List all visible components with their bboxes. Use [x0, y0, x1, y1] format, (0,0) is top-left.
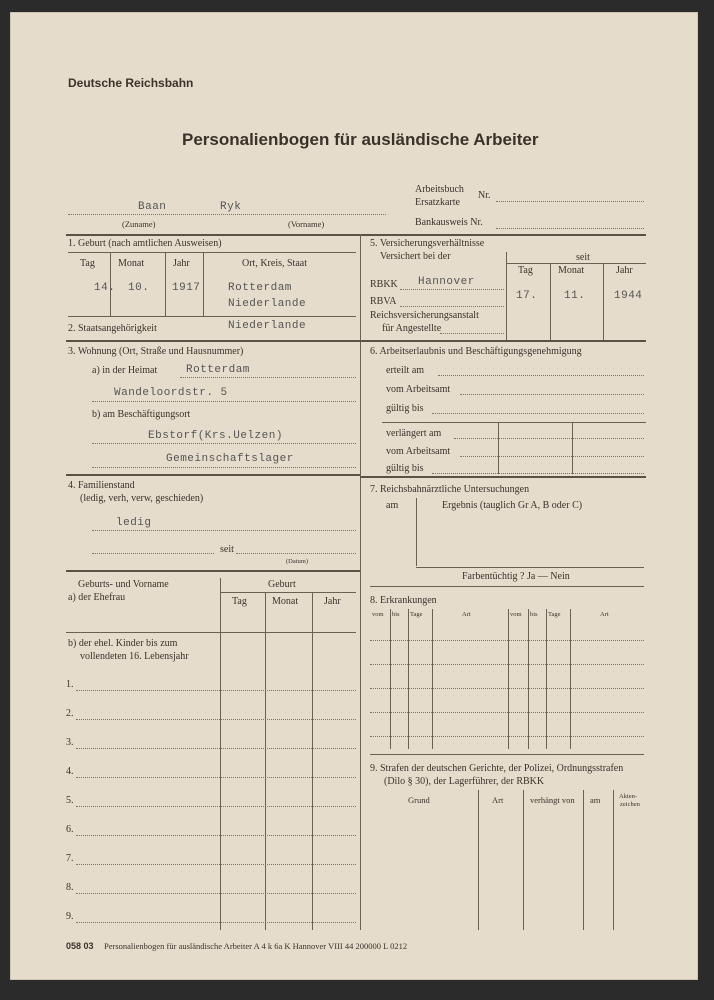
child-row-line [76, 719, 356, 720]
child-row-line [76, 806, 356, 807]
s6-label: 6. Arbeitserlaubnis und Beschäftigungsgenehmigung [370, 346, 582, 357]
s3-b-line1 [92, 443, 356, 444]
spouse-h-geburt: Geburt [268, 579, 296, 590]
s8-row-line [370, 688, 644, 689]
s6-vom-line [460, 394, 644, 395]
s8-col-divider [528, 609, 529, 749]
spouse-h-jahr: Jahr [324, 596, 341, 607]
s8-col-divider [390, 609, 391, 749]
s6-div2 [572, 422, 573, 474]
form-sheet [10, 12, 698, 980]
s2-label: 2. Staatsangehörigkeit [68, 323, 157, 334]
s8-col-divider [432, 609, 433, 749]
s5-rva1: Reichsversicherungsanstalt [370, 310, 479, 321]
s3-beschaeftigung-value: Ebstorf(Krs.Uelzen) [148, 430, 283, 442]
s5-bottom [360, 340, 646, 342]
s8-col-bis: bis [530, 611, 538, 618]
s2-bottom [66, 340, 360, 342]
s7-line [416, 567, 644, 568]
s6-erteilt: erteilt am [386, 365, 425, 376]
s8-bottom [370, 754, 644, 755]
spouse-div3 [312, 592, 313, 930]
child-row-number: 7. [66, 853, 74, 864]
s6-div1 [498, 422, 499, 474]
s8-col-tage: Tage [548, 611, 561, 618]
s5-tag-value: 17. [516, 290, 538, 302]
s6-bottom [360, 476, 646, 478]
s7-farben: Farbentüchtig ? Ja — Nein [462, 571, 570, 582]
name-line [68, 214, 386, 215]
s9-grund: Grund [408, 795, 430, 805]
s4-line1 [92, 530, 356, 531]
s8-col-divider [546, 609, 547, 749]
s9-verhaengt: verhängt von [530, 795, 575, 805]
s9-art: Art [492, 795, 504, 805]
spouse-div1 [220, 578, 221, 930]
child-row-line [76, 835, 356, 836]
s8-col-vom: vom [510, 611, 522, 618]
s8-half-divider [508, 609, 509, 749]
child-row-number: 5. [66, 795, 74, 806]
s3-beschaeftigung-value2: Gemeinschaftslager [166, 453, 294, 465]
surname-label: (Zuname) [122, 219, 156, 229]
top-rule [66, 234, 646, 236]
s5-rbva-line [400, 306, 504, 307]
s5-jahr: Jahr [616, 265, 633, 276]
footer-code: 058 03 [66, 941, 94, 951]
spouse-h-monat: Monat [272, 596, 299, 607]
s6-gueltig2: gültig bis [386, 463, 424, 474]
s5-seit: seit [576, 252, 590, 263]
s5-seit-line [506, 263, 646, 264]
s9-div2 [523, 790, 524, 930]
s1-bottom [68, 316, 356, 317]
s8-row-line [370, 664, 644, 665]
s8-col-divider [570, 609, 571, 749]
s7-ergebnis: Ergebnis (tauglich Gr A, B oder C) [442, 500, 583, 511]
s9-akten2: zeichen [620, 801, 640, 808]
s5-monat: Monat [558, 265, 585, 276]
kinder-label2: vollendeten 16. Lebensjahr [80, 651, 189, 662]
s5-rbva: RBVA [370, 296, 397, 307]
spouse-h-name1: Geburts- und Vorname [78, 579, 169, 590]
center-divider [360, 234, 361, 930]
s8-row-line [370, 712, 644, 713]
s3-heimat-street: Wandeloordstr. 5 [114, 387, 228, 399]
s5-rbkk-value: Hannover [418, 276, 475, 288]
s8-row-line [370, 640, 644, 641]
child-row-line [76, 690, 356, 691]
s9-label1: 9. Strafen der deutschen Gerichte, der Polizei, Ordnungsstrafen [370, 763, 624, 774]
s6-vom2-line [460, 456, 644, 457]
s5-jahr-value: 1944 [614, 290, 643, 302]
s5-rbkk: RBKK [370, 279, 398, 290]
footer-text: Personalienbogen für ausländische Arbeiter A 4 k 6a K Hannover VIII 44 200000 L 0212 [104, 941, 408, 951]
s4-value: ledig [116, 517, 152, 529]
bankausweis-label: Bankausweis Nr. [415, 217, 483, 228]
child-row-line [76, 748, 356, 749]
s1-col-tag: Tag [80, 258, 95, 269]
form-title: Personalienbogen für ausländische Arbeiter [182, 130, 539, 149]
s1-monat-value: 10. [128, 282, 150, 294]
firstname-label: (Vorname) [288, 219, 325, 229]
spouse-div2 [265, 592, 266, 930]
s1-header-line [68, 252, 356, 253]
s6-mid-line [382, 422, 646, 423]
s6-gueltig-line [432, 413, 644, 414]
s2-value: Niederlande [228, 320, 307, 332]
s8-col-divider [408, 609, 409, 749]
s3-b-line2 [92, 467, 356, 468]
s1-jahr-value: 1917 [172, 282, 201, 294]
s6-verl-line [454, 438, 644, 439]
s5-sub: Versichert bei der [380, 251, 451, 262]
s3-label: 3. Wohnung (Ort, Straße und Hausnummer) [68, 346, 244, 357]
s3-heimat-line [180, 377, 356, 378]
s9-label2: (Dilo § 30), der Lagerführer, der RBKK [384, 776, 545, 787]
child-row-line [76, 893, 356, 894]
child-row-number: 4. [66, 766, 74, 777]
firstname-value: Ryk [220, 201, 242, 213]
child-row-number: 2. [66, 708, 74, 719]
s9-div4 [613, 790, 614, 930]
s5-rva2: für Angestellte [382, 323, 442, 334]
s4-bottom [66, 570, 360, 572]
s1-col-monat: Monat [118, 258, 145, 269]
s4-line2 [92, 553, 214, 554]
s1-ort-value1: Rotterdam [228, 282, 292, 294]
s7-am: am [386, 500, 399, 511]
s5-div1 [506, 252, 507, 340]
s8-col-bis: bis [392, 611, 400, 618]
s5-rva-line [440, 333, 504, 334]
s1-col-jahr: Jahr [173, 258, 190, 269]
nr-label: Nr. [478, 190, 491, 201]
child-row-number: 3. [66, 737, 74, 748]
s5-monat-value: 11. [564, 290, 586, 302]
spouse-mid-line [66, 632, 356, 633]
s8-col-tage: Tage [410, 611, 423, 618]
kinder-label1: b) der ehel. Kinder bis zum [68, 638, 178, 649]
s6-gueltig2-line [432, 473, 644, 474]
s1-label: 1. Geburt (nach amtlichen Ausweisen) [68, 238, 222, 249]
spouse-geburt-line [220, 592, 356, 593]
s3-heimat-label: a) in der Heimat [92, 365, 158, 376]
s4-sub: (ledig, verh, verw, geschieden) [80, 493, 204, 504]
s7-label: 7. Reichsbahnärztliche Untersuchungen [370, 484, 530, 495]
s4-label: 4. Familienstand [68, 480, 135, 491]
s5-rbkk-line [400, 289, 504, 290]
s8-col-art: Art [462, 611, 471, 618]
s7-div [416, 498, 417, 566]
s7-bottom [370, 586, 644, 587]
s3-bottom [66, 474, 360, 476]
child-row-line [76, 864, 356, 865]
s4-seit-line [236, 553, 356, 554]
s3-street-line [92, 401, 356, 402]
s1-div2 [165, 252, 166, 316]
s3-heimat-value: Rotterdam [186, 364, 250, 376]
child-row-number: 9. [66, 911, 74, 922]
s4-seit: seit [220, 544, 234, 555]
s1-ort-value2: Niederlande [228, 298, 307, 310]
child-row-line [76, 777, 356, 778]
s9-am: am [590, 795, 601, 805]
s4-datum: (Datum) [286, 558, 309, 565]
arbeitsbuch-label: Arbeitsbuch [415, 184, 464, 195]
s5-tag: Tag [518, 265, 533, 276]
spouse-h-tag: Tag [232, 596, 247, 607]
s9-akten1: Akten- [619, 793, 638, 800]
child-row-line [76, 922, 356, 923]
s9-div3 [583, 790, 584, 930]
bankausweis-line [496, 228, 644, 229]
surname-value: Baan [138, 201, 167, 213]
s6-verlaengert: verlängert am [386, 428, 442, 439]
s1-col-ort: Ort, Kreis, Staat [242, 258, 307, 269]
s8-label: 8. Erkrankungen [370, 595, 437, 606]
s1-div3 [203, 252, 204, 316]
s9-div1 [478, 790, 479, 930]
s8-row-line [370, 736, 644, 737]
arbeitsbuch-line [496, 201, 644, 202]
org-name: Deutsche Reichsbahn [68, 76, 194, 90]
s8-col-vom: vom [372, 611, 384, 618]
child-row-number: 8. [66, 882, 74, 893]
s8-col-art: Art [600, 611, 609, 618]
s5-div2 [550, 263, 551, 340]
s6-erteilt-line [438, 375, 644, 376]
s5-div3 [603, 263, 604, 340]
ersatzkarte-label: Ersatzkarte [415, 197, 460, 208]
child-row-number: 1. [66, 679, 74, 690]
child-row-number: 6. [66, 824, 74, 835]
s6-vom2: vom Arbeitsamt [386, 446, 451, 457]
s1-tag-value: 14. [94, 282, 116, 294]
spouse-h-name2: a) der Ehefrau [68, 592, 126, 603]
s6-vom: vom Arbeitsamt [386, 384, 451, 395]
s5-label: 5. Versicherungsverhältnisse [370, 238, 485, 249]
s3-beschaeftigung-label: b) am Beschäftigungsort [92, 409, 191, 420]
s6-gueltig: gültig bis [386, 403, 424, 414]
